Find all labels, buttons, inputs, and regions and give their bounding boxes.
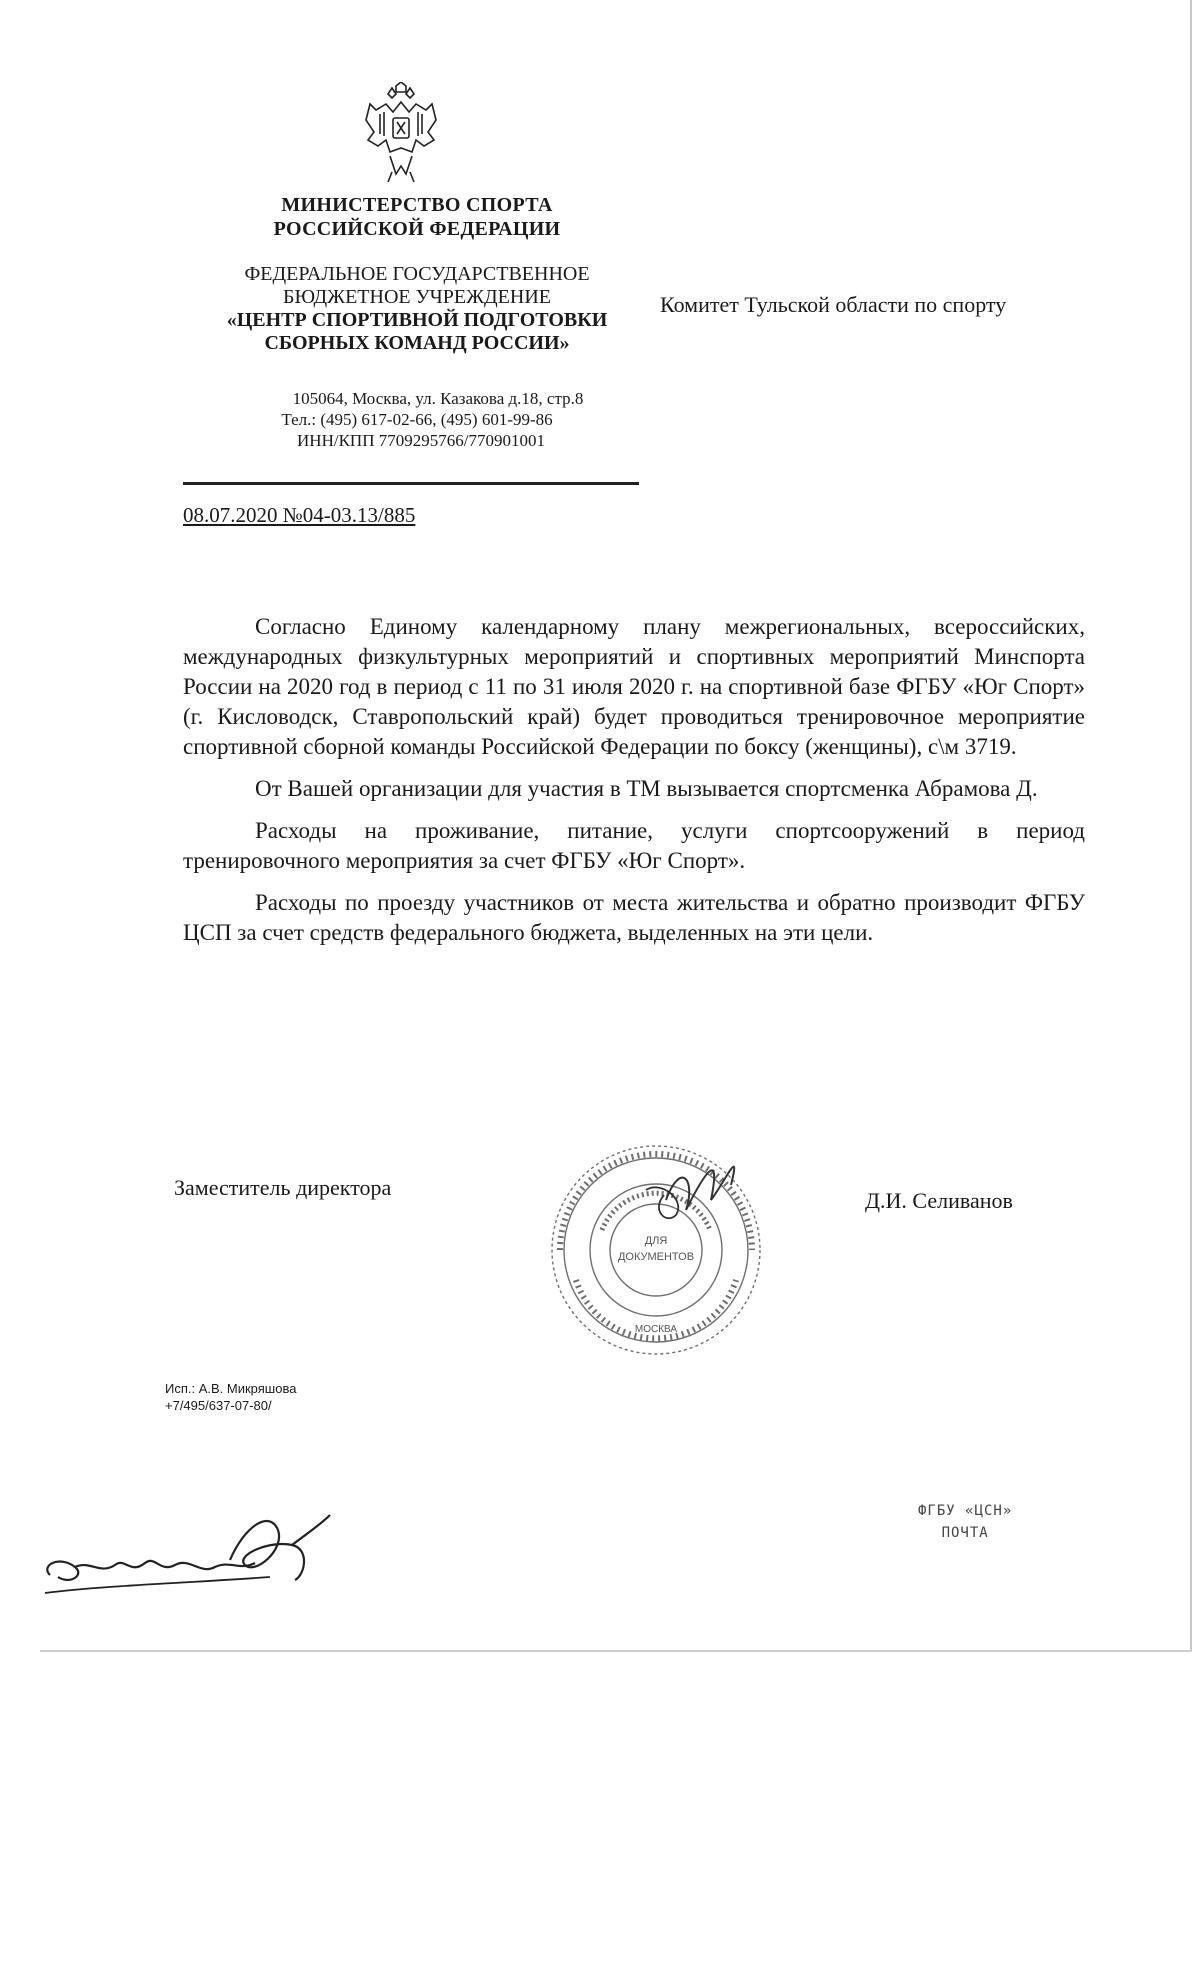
org-line-3: «ЦЕНТР СПОРТИВНОЙ ПОДГОТОВКИ bbox=[226, 309, 608, 331]
letter-body bbox=[183, 612, 1085, 960]
org-inn: ИНН/КПП 7709295766/770901001 bbox=[297, 431, 545, 450]
org-line-4: СБОРНЫХ КОМАНД РОССИИ» bbox=[264, 332, 570, 354]
coat-of-arms-emblem bbox=[362, 82, 440, 184]
mail-registration-stamp bbox=[918, 1500, 1012, 1544]
org-line-1: ФЕДЕРАЛЬНОЕ ГОСУДАРСТВЕННОЕ bbox=[244, 263, 590, 285]
org-phone: Тел.: (495) 617-02-66, (495) 601-99-86 bbox=[281, 410, 553, 429]
signer-title: Заместитель директора bbox=[174, 1175, 392, 1200]
body-paragraph-2: От Вашей организации для участия в ТМ вызывается спортсменка Абрамова Д. bbox=[255, 776, 1038, 801]
mail-stamp-line-1: ФГБУ «ЦСН» bbox=[918, 1503, 1013, 1519]
stamp-bottom-text: МОСКВА bbox=[634, 1324, 678, 1335]
executor-name: Исп.: А.В. Микряшова bbox=[165, 1381, 297, 1396]
executor-info bbox=[165, 1380, 296, 1414]
org-line-2: БЮДЖЕТНОЕ УЧРЕЖДЕНИЕ bbox=[282, 286, 552, 308]
scan-edge-right bbox=[1190, 0, 1192, 1650]
signer-name: Д.И. Селиванов bbox=[865, 1188, 1013, 1213]
scan-edge-bottom bbox=[40, 1650, 1192, 1652]
stamp-center-text-2: ДОКУМЕНТОВ bbox=[617, 1251, 695, 1263]
mail-stamp-line-2: ПОЧТА bbox=[941, 1525, 989, 1541]
body-paragraph-1: Согласно Единому календарному плану межрегиональных, всероссийских, международных физкультурных мероприятий и спортивных мероприятий Минспорта России на 2020 год в период с 11 по 31 июля 2020 г. на спортивной базе ФГБУ «Юг Спорт» (г. Кисловодск, Ставропольский край) будет проводиться тренировочное мероприятие спортивной сборной команды Российской Федерации по боксу (женщины), с\м 3719. bbox=[183, 614, 1085, 759]
handwritten-signature bbox=[30, 1505, 360, 1605]
body-paragraph-3: Расходы на проживание, питание, услуги спортсооружений в период тренировочного мероприятия за счет ФГБУ «Юг Спорт». bbox=[183, 818, 1085, 873]
org-address: 105064, Москва, ул. Казакова д.18, стр.8 bbox=[292, 389, 584, 408]
organization-contacts bbox=[230, 388, 604, 451]
ministry-line-1: МИНИСТЕРСТВО СПОРТА bbox=[281, 194, 553, 216]
official-seal-stamp bbox=[546, 1140, 766, 1360]
addressee: Комитет Тульской области по спорту bbox=[660, 292, 1007, 317]
registration-number: 08.07.2020 №04-03.13/885 bbox=[183, 503, 416, 527]
organization-name bbox=[210, 263, 624, 355]
ministry-line-2: РОССИЙСКОЙ ФЕДЕРАЦИИ bbox=[273, 218, 561, 240]
ministry-name bbox=[240, 193, 594, 241]
body-paragraph-4: Расходы по проезду участников от места жительства и обратно производит ФГБУ ЦСП за счет средств федерального бюджета, выделенных на эти цели. bbox=[183, 890, 1085, 945]
stamp-center-text-1: ДЛЯ bbox=[644, 1235, 668, 1247]
header-divider bbox=[183, 482, 639, 485]
executor-phone: +7/495/637-07-80/ bbox=[165, 1398, 272, 1413]
